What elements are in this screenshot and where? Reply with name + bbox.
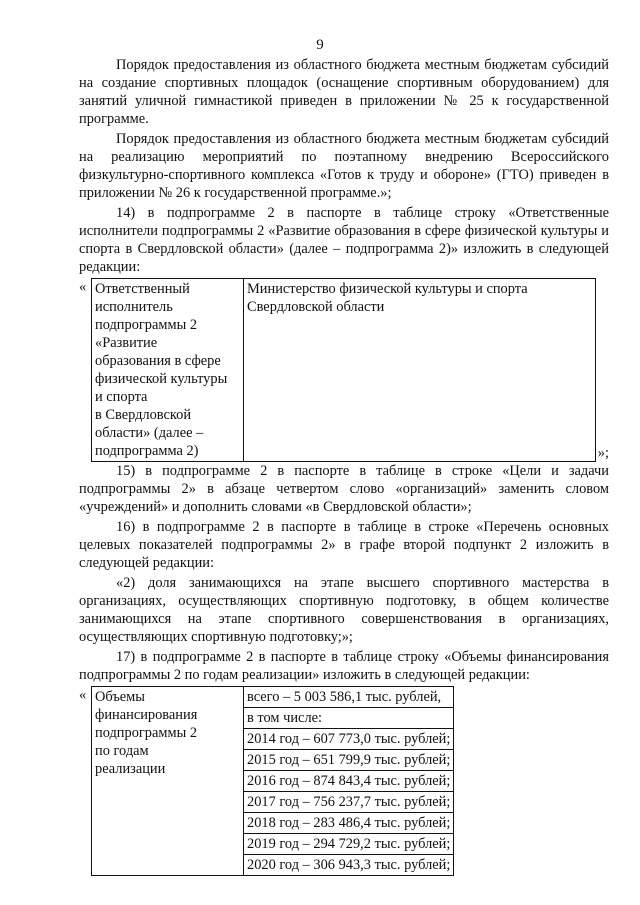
paragraph: 17) в подпрограмме 2 в паспорте в таблице строку «Объемы финансирования подпрограммы 2 по годам реализации» изложить в следующей редакции: — [79, 649, 609, 683]
financing-line: 2014 год – 607 773,0 тыс. рублей; — [244, 729, 453, 750]
table1-block — [79, 278, 609, 462]
table-cell-label: Объемы финансирования подпрограммы 2 по годам реализации — [92, 687, 244, 876]
financing-table — [91, 686, 454, 876]
paragraph: 16) в подпрограмме 2 в паспорте в таблице в строке «Перечень основных целевых показателей подпрограммы 2» в графе второй подпункт 2 изложить в следующей редакции: — [79, 519, 609, 571]
open-quote: « — [79, 687, 87, 703]
financing-line: в том числе: — [244, 708, 453, 729]
close-quote: »; — [597, 445, 609, 461]
paragraph: 14) в подпрограмме 2 в паспорте в таблице строку «Ответственные исполнители подпрограммы 2 «Развитие образования в сфере физической культуры и спорта в Свердловской области» (далее – подпрограмма 2)» изложить в следующей редакции: — [79, 205, 609, 275]
paragraph: Порядок предоставления из областного бюджета местным бюджетам субсидий на реализацию мероприятий по поэтапному внедрению Всероссийского физкультурно-спортивного комплекса «Готов к труду и обороне» (ГТО) приведен в приложении № 26 к государственной программе.»; — [79, 131, 609, 201]
financing-line: 2019 год – 294 729,2 тыс. рублей; — [244, 834, 453, 855]
financing-line: всего – 5 003 586,1 тыс. рублей, — [244, 687, 453, 708]
financing-line: 2017 год – 756 237,7 тыс. рублей; — [244, 792, 453, 813]
paragraph: 15) в подпрограмме 2 в паспорте в таблице в строке «Цели и задачи подпрограммы 2» в абзаце четвертом слово «организаций» заменить словом «учреждений» и дополнить словами «в Свердловской области»; — [79, 463, 609, 515]
table2-block — [79, 686, 609, 876]
table-cell-label: Ответственный исполнитель подпрограммы 2 «Развитие образования в сфере физической культуры и спорта в Свердловской области» (далее – подпрограмма 2) — [92, 279, 244, 462]
responsible-table — [91, 278, 596, 462]
paragraph: «2) доля занимающихся на этапе высшего спортивного мастерства в организациях, осуществляющих спортивную подготовку, в общем количестве занимающихся на этапе спортивного совершенствования в организациях, осуществляющих спортивную подготовку;»; — [79, 575, 609, 645]
paragraph: Порядок предоставления из областного бюджета местным бюджетам субсидий на создание спортивных площадок (оснащение спортивным оборудованием) для занятий уличной гимнастикой приведен в приложении № 25 к государственной программе. — [79, 57, 609, 127]
financing-line: 2018 год – 283 486,4 тыс. рублей; — [244, 813, 453, 834]
table-cell-value: Министерство физической культуры и спорта Свердловской области — [244, 279, 596, 462]
document-body — [79, 56, 609, 876]
table-cell-values — [244, 687, 454, 876]
financing-line: 2015 год – 651 799,9 тыс. рублей; — [244, 750, 453, 771]
table-row — [92, 687, 454, 876]
open-quote: « — [79, 279, 87, 295]
table-row — [92, 279, 596, 462]
financing-line: 2016 год – 874 843,4 тыс. рублей; — [244, 771, 453, 792]
page-number: 9 — [316, 37, 324, 53]
financing-line: 2020 год – 306 943,3 тыс. рублей; — [247, 857, 451, 873]
